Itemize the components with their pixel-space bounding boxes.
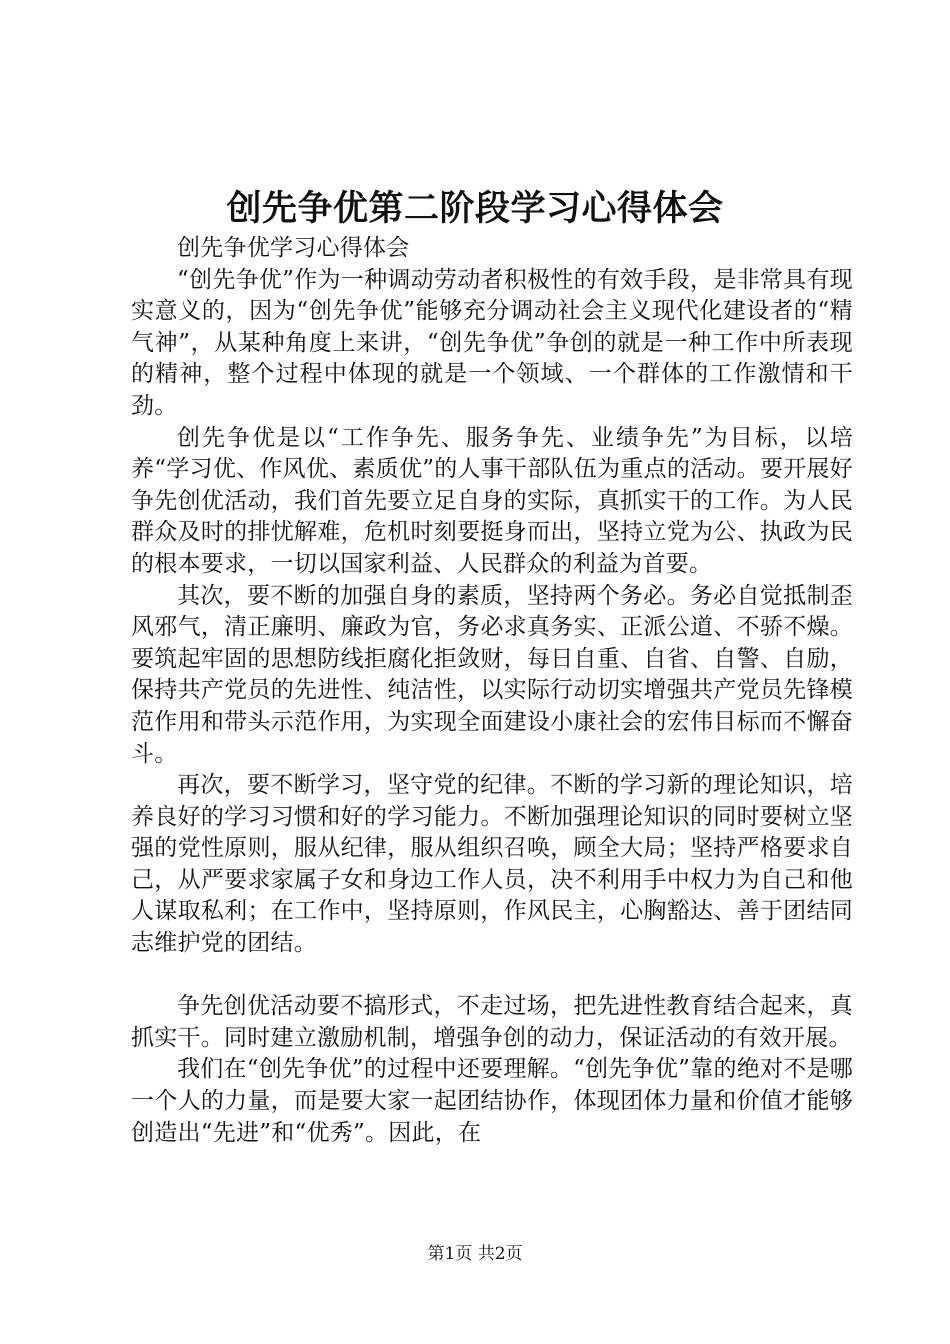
document-subtitle: 创先争优学习心得体会 xyxy=(177,235,410,261)
paragraph-6: 我们在“创先争优”的过程中还要理解。“创先争优”靠的绝对不是哪一个人的力量，而是要大家一起团结协作，体现团体力量和价值才能够创造出“先进”和“优秀”。因此，在 xyxy=(131,1056,853,1146)
paragraph-5: 争先创优活动要不搞形式，不走过场，把先进性教育结合起来，真抓实干。同时建立激励机制，增强争创的动力，保证活动的有效开展。 xyxy=(131,993,853,1051)
paragraph-3: 其次，要不断的加强自身的素质，坚持两个务必。务必自觉抵制歪风邪气，清正廉明、廉政为官，务必求真务实、正派公道、不骄不燥。要筑起牢固的思想防线拒腐化拒敛财，每日自重、自省、自警、自励，保持共产党员的先进性、纯洁性，以实际行动切实增强共产党员先锋模范作用和带头示范作用，为实现全面建设小康社会的宏伟目标而不懈奋斗。 xyxy=(131,582,853,767)
document-title: 创先争优第二阶段学习心得体会 xyxy=(226,188,724,229)
paragraph-1: “创先争优”作为一种调动劳动者积极性的有效手段，是非常具有现实意义的，因为“创先争优”能够充分调动社会主义现代化建设者的“精气神”，从某种角度上来讲，“创先争优”争创的就是一种工作中所表现的精神，整个过程中体现的就是一个领域、一个群体的工作激情和干劲。 xyxy=(131,266,853,419)
document-body xyxy=(131,233,853,1149)
page-footer: 第1页 共2页 xyxy=(427,1244,523,1264)
paragraph-spacer xyxy=(131,960,853,992)
paragraph-4: 再次，要不断学习，坚守党的纪律。不断的学习新的理论知识，培养良好的学习习惯和好的学习能力。不断加强理论知识的同时要树立坚强的党性原则，服从纪律，服从组织召唤，顾全大局；坚持严格要求自己，从严要求家属子女和身边工作人员，决不利用手中权力为自己和他人谋取私利；在工作中，坚持原则，作风民主，心胸豁达、善于团结同志维护党的团结。 xyxy=(131,772,853,957)
paragraph-2: 创先争优是以“工作争先、服务争先、业绩争先”为目标，以培养“学习优、作风优、素质优”的人事干部队伍为重点的活动。要开展好争先创优活动，我们首先要立足自身的实际，真抓实干的工作。为人民群众及时的排忧解难，危机时刻要挺身而出，坚持立党为公、执政为民的根本要求，一切以国家利益、人民群众的利益为首要。 xyxy=(131,424,853,577)
